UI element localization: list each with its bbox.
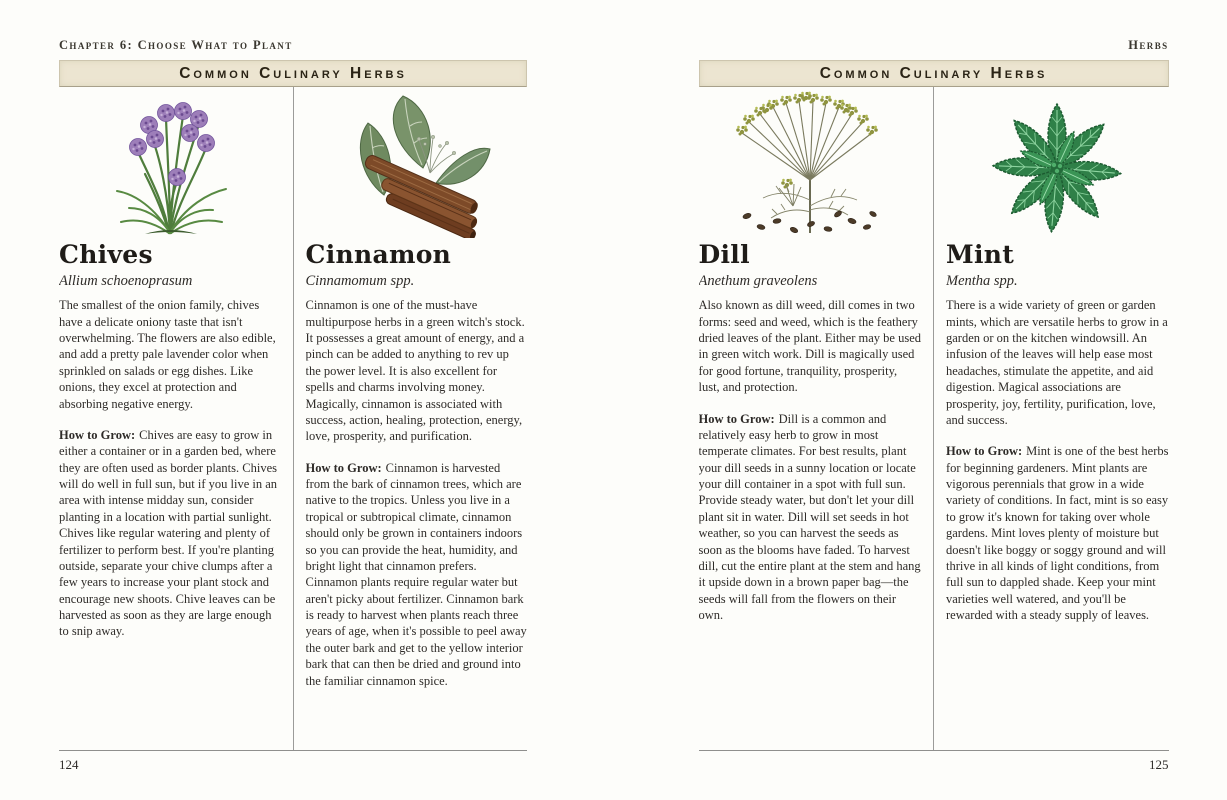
columns-left-page: [59, 87, 527, 750]
mint-illustration-frame: [946, 87, 1169, 239]
herb-entry-mint: [946, 87, 1169, 750]
how-to-grow-text: Chives are easy to grow in either a container or in a garden bed, where they are often used as border plants. Chives will do well in full sun, but if you live in an area with intense midday sun, consider planting in a location with partial sunlight. Chives like regular watering and plenty of fertilizer to perform best. If you're planting outside, separate your chive clumps after a few years to increase your plant stock and encourage new shoots. Chive leaves can be harvested as soon as they are large enough to snip away.: [59, 427, 278, 639]
how-to-grow: [699, 411, 922, 624]
how-to-grow-label: How to Grow:: [698, 411, 775, 426]
herb-description: The smallest of the onion family, chives have a delicate oniony taste that isn't overwhelming. The flowers are also edible, and add a pretty pale lavender color when sprinkled on salads or egg dishes. Like onions, they excel at protection and absorbing negative energy.: [59, 298, 276, 411]
herb-species: Cinnamomum spp.: [305, 273, 415, 290]
page-footer: [59, 750, 527, 773]
herb-name: Dill: [698, 240, 750, 269]
column-divider: [933, 87, 934, 750]
section-banner: [699, 60, 1169, 87]
herb-entry-dill: [699, 87, 922, 750]
page-left-content: [59, 0, 527, 800]
how-to-grow-text: Mint is one of the best herbs for beginning gardeners. Mint plants are vigorous perennials that grow in a wide variety of conditions. In fact, mint is so easy to grow it's known for taking over whole gardens. Mint loves plenty of moisture but doesn't like boggy or soggy ground and will thrive in all kinds of light conditions, from full sun to dappled shade. Keep your mint varieties well watered, and you'll be rewarded with a steady supply of leaves.: [946, 444, 1169, 622]
chives-plant-illustration: [70, 88, 270, 238]
herb-name: Cinnamon: [305, 240, 452, 269]
page-footer: [699, 750, 1169, 773]
column-divider: [293, 87, 294, 750]
how-to-grow-label: How to Grow:: [59, 427, 136, 442]
herb-name: Chives: [59, 240, 153, 269]
how-to-grow-text: Cinnamon is harvested from the bark of cinnamon trees, which are native to the tropics. Unless you live in a tropical or subtropical climate, cinnamon should only be grown in containers indoors so you can provide the heat, humidity, and bright light that cinnamon prefers. Cinnamon plants require regular water but aren't picky about fertilizer. Cinnamon bark is ready to harvest when plants reach three years of age, when it's possible to peel away the outer bark and get to the yellow interior bark that can then be dried and ground into the familiar cinnamon spice.: [305, 460, 527, 688]
mint-leaves-illustration: [962, 88, 1152, 238]
how-to-grow-label: How to Grow:: [946, 444, 1023, 459]
page-right: [614, 0, 1227, 800]
page-number: 125: [1149, 757, 1169, 772]
chives-illustration-frame: [59, 87, 281, 239]
dill-flower-and-seeds-illustration: [710, 88, 910, 238]
section-banner-label: Common Culinary Herbs: [819, 64, 1048, 82]
columns-right-page: [699, 87, 1169, 750]
herb-description: Cinnamon is one of the must-have multipurpose herbs in a green witch's stock. It possesses a great amount of energy, and a pinch can be added to anything to rev up the power level. It is also excellent for spells and charms involving money. Magically, cinnamon is associated with success, action, healing, protection, energy, love, prosperity, and purification.: [305, 298, 525, 444]
herb-species: Allium schoenoprasum: [59, 273, 193, 290]
cinnamon-leaves-and-sticks-illustration: [321, 88, 511, 238]
how-to-grow: [59, 427, 281, 640]
how-to-grow: [306, 460, 528, 689]
herb-species: Mentha spp.: [946, 273, 1018, 290]
dill-illustration-frame: [699, 87, 922, 239]
herb-entry-cinnamon: [306, 87, 528, 750]
running-head-section: Herbs: [1128, 38, 1169, 52]
how-to-grow-text: Dill is a common and relatively easy herb to grow in most temperate climates. For best results, plant your dill seeds in a sunny location or locate your dill container in a spot with full sun. Provide steady water, but don't let your dill plant sit in water. Dill will set seeds in hot weather, so you can harvest the seeds as soon as the blooms have faded. To harvest dill, cut the entire plant at the stem and hang it upside down in a brown paper bag—the seeds will fall from the flowers on their own.: [698, 411, 921, 622]
herb-description: There is a wide variety of green or garden mints, which are versatile herbs to grow in a garden or on the kitchen windowsill. An infusion of the leaves will help ease most headaches, stimulate the appetite, and aid digestion. Magical associations are prosperity, joy, fertility, purification, love, and success.: [946, 298, 1168, 427]
page-number: 124: [59, 757, 79, 772]
herb-species: Anethum graveolens: [698, 273, 818, 290]
herb-entry-chives: [59, 87, 281, 750]
section-banner: [59, 60, 527, 87]
how-to-grow-label: How to Grow:: [305, 460, 382, 475]
herb-description: Also known as dill weed, dill comes in two forms: seed and weed, which is the feathery dried leaves of the plant. Either may be used in green witch work. Dill is magically used for good fortune, tranquility, prosperity, lust, and protection.: [698, 298, 921, 395]
page-right-content: [699, 0, 1169, 800]
cinnamon-illustration-frame: [306, 87, 528, 239]
section-banner-label: Common Culinary Herbs: [179, 64, 407, 82]
herb-name: Mint: [946, 240, 1015, 269]
running-head-chapter: Chapter 6: Choose What to Plant: [59, 38, 293, 52]
how-to-grow: [946, 443, 1169, 623]
